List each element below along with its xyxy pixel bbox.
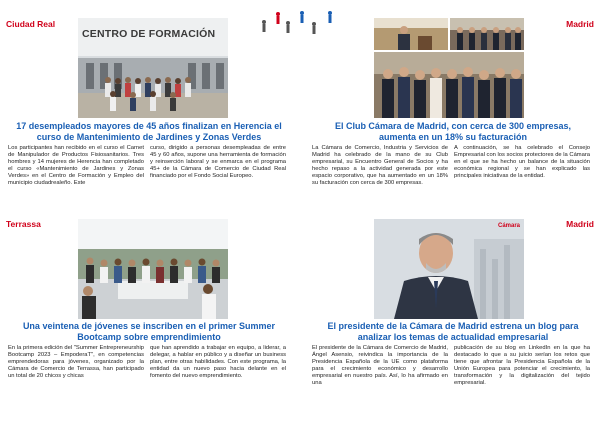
article-column-2: que han aprendido a trabajar en equipo, a liderar, a delegar, a hablar en público y a diseñar un business plan, entre otras habilidades. Con este programa, la entidad da un nuevo paso hacia delante en el fomento del nuevo emprendimiento.	[150, 345, 286, 380]
article-column-1: Los participantes han recibido en el curso el Carnet de Manipulador de Productos Fisiosanitarios. Tres hombres y 14 mujeres de Herencia han completado el curso «Mantenimiento de Jardines y Zonas Verdes» en el Centro de Formación y Empleo del municipio ciudadrealeño. Este	[8, 145, 144, 187]
article-column-2: curso, dirigido a personas desempleadas de entre 45 y 60 años, supone una herramienta de formación y reinserción laboral y se enmarca en el programa 45+ de la Cámara de Comercio de Ciudad Real financiado por el Fondo Social Europeo.	[150, 145, 286, 180]
article-column-2: A continuación, se ha celebrado el Consejo Empresarial con los socios protectores de la Cámara en el que se ha hecho un balance de la situación económica regional y se han explicado las principales iniciativas de la entidad.	[454, 145, 590, 180]
photo-sign-text: Cámara	[498, 223, 521, 229]
article-column-1: El presidente de la Cámara de Comercio de Madrid, Ángel Asensio, reivindica la importancia de la Presidencia Española de la UE como plataforma para el crecimiento económico y desarrollo empresarial en nuestro país. Así, lo ha afirmado en una	[312, 345, 448, 387]
article-photo	[78, 18, 228, 118]
classroom-photo-icon	[78, 219, 228, 319]
article-headline: El presidente de la Cámara de Madrid estrena un blog para analizar los temas de actualidad empresarial	[327, 321, 579, 342]
article-photo-small	[374, 18, 448, 50]
article-column-1: En la primera edición del "Summer Entrepreneurship Bootcamp 2023 – EmpoderaT", en competencias emprendedoras para jóvenes, organizado por la Cámara de Comercio de Terrassa, han participado un total de 20 chicos y chicas	[8, 345, 144, 380]
group-photo-icon	[374, 52, 524, 118]
region-label: Madrid	[566, 19, 594, 29]
article-column-1: La Cámara de Comercio, Industria y Servicios de Madrid ha celebrado de la mano de su Club empresarial, su Encuentro General de Socios y ha hecho repaso a la actividad generada por este espacio corporativo, que ha aumentado en un 18% su facturación con cerca de 300 empresas.	[312, 145, 448, 187]
article-photo	[374, 219, 524, 319]
article-headline: El Club Cámara de Madrid, con cerca de 300 empresas, aumenta en un 18% su facturación	[334, 121, 572, 142]
article-headline: 17 desempleados mayores de 45 años finalizan en Herencia el curso de Mantenimiento de Jardines y Zonas Verdes	[16, 121, 282, 142]
region-label: Terrassa	[6, 219, 41, 229]
photo-sign-text: CENTRO DE FORMACIÓN	[82, 28, 216, 40]
article-column-2: publicación de su blog en LinkedIn en la que ha destacado lo que a su juicio serían los retos que tiene que afrontar la Presidencia Española de la Unión Europea para potenciar el crecimiento, la transformación y la digitalización del tejido empresarial.	[454, 345, 590, 387]
group-photo-icon	[450, 18, 524, 50]
portrait-photo-icon	[374, 219, 524, 319]
article-photo	[374, 52, 524, 118]
region-label: Ciudad Real	[6, 19, 56, 29]
region-label: Madrid	[566, 219, 594, 229]
article-headline: Una veintena de jóvenes se inscriben en el primer Summer Bootcamp sobre emprendimiento	[22, 321, 276, 342]
people-figures-icon	[258, 8, 338, 36]
article-photo	[78, 219, 228, 319]
speaker-photo-icon	[374, 18, 448, 50]
article-photo-small	[450, 18, 524, 50]
